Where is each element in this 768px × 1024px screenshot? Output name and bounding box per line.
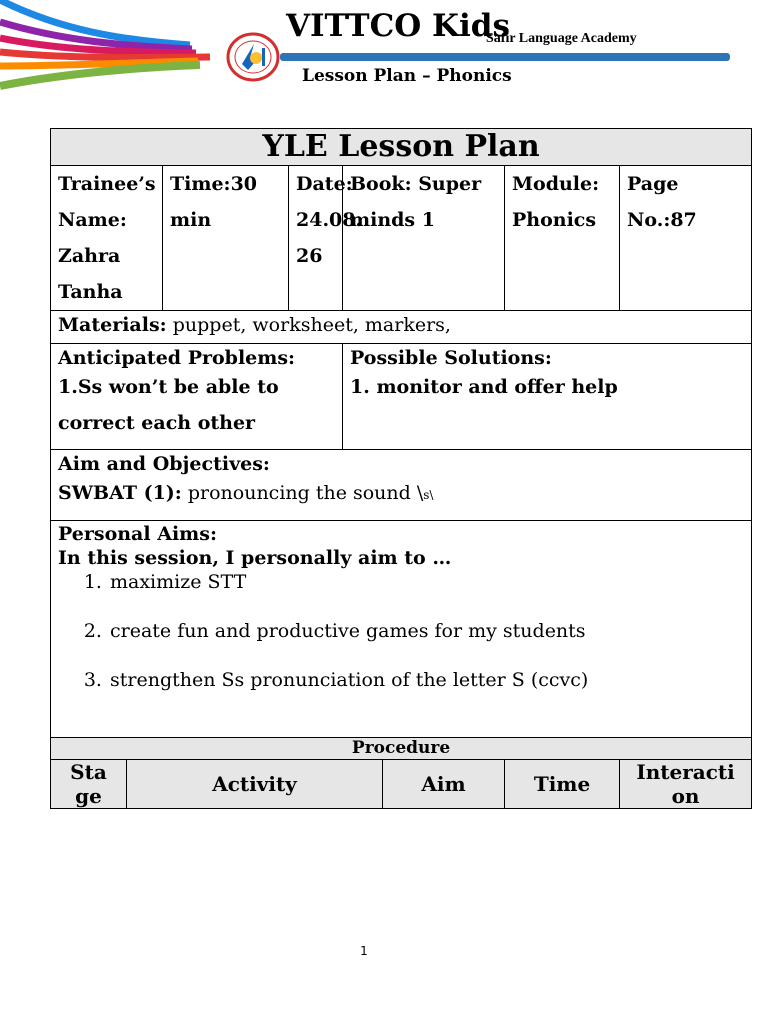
page-number: 1 — [360, 944, 368, 958]
personal-aims-label: Personal Aims: — [58, 523, 217, 545]
page-cell: Page No.:87 — [620, 166, 752, 311]
column-header-activity: Activity — [127, 760, 383, 809]
list-item: 2. create fun and productive games for my students — [108, 619, 744, 643]
date-cell: Date: 24.08. 26 — [289, 166, 343, 311]
column-header-time: Time — [505, 760, 620, 809]
document-subtitle: Lesson Plan – Phonics — [302, 66, 512, 86]
possible-solutions-cell — [343, 344, 752, 450]
list-item: 3. strengthen Ss pronunciation of the letter S (ccvc) — [108, 668, 744, 692]
materials-cell — [51, 311, 752, 344]
anticipated-problems-cell — [51, 344, 343, 450]
list-item: 1. maximize STT — [108, 570, 744, 594]
module-cell: Module: Phonics — [505, 166, 620, 311]
lesson-plan-table — [50, 128, 752, 809]
swbat-value: pronouncing the sound \ — [187, 482, 424, 504]
aims-objectives-label: Aim and Objectives: — [58, 453, 270, 475]
possible-solutions-text: 1. monitor and offer help — [350, 376, 618, 398]
column-header-aim: Aim — [383, 760, 505, 809]
plan-heading: YLE Lesson Plan — [51, 129, 752, 166]
academy-name: Safir Language Academy — [486, 31, 637, 46]
column-header-stage: Stage — [51, 760, 127, 809]
swbat-label: SWBAT (1): — [58, 482, 182, 504]
personal-aims-intro: In this session, I personally aim to … — [58, 547, 452, 569]
anticipated-problems-label: Anticipated Problems: — [58, 347, 296, 369]
time-cell: Time:30 min — [163, 166, 289, 311]
materials-label: Materials: — [58, 314, 167, 336]
book-cell: Book: Super minds 1 — [343, 166, 505, 311]
personal-aims-list — [58, 570, 744, 692]
school-title: VITTCO Kids — [286, 8, 510, 44]
personal-aims-cell — [51, 521, 752, 738]
decorative-stripes — [0, 0, 220, 100]
aims-objectives-cell — [51, 450, 752, 521]
swbat-sound-symbol: s\ — [423, 488, 434, 502]
anticipated-problems-text: 1.Ss won’t be able to correct each other — [58, 376, 279, 434]
academy-logo-icon — [226, 32, 280, 82]
materials-value: puppet, worksheet, markers, — [172, 314, 451, 336]
column-header-interaction: Interaction — [620, 760, 752, 809]
swbat-line — [58, 475, 744, 513]
trainee-name-cell: Trainee’s Name: Zahra Tanha — [51, 166, 163, 311]
procedure-heading: Procedure — [51, 738, 752, 760]
header-divider-bar — [280, 53, 730, 61]
possible-solutions-label: Possible Solutions: — [350, 347, 552, 369]
